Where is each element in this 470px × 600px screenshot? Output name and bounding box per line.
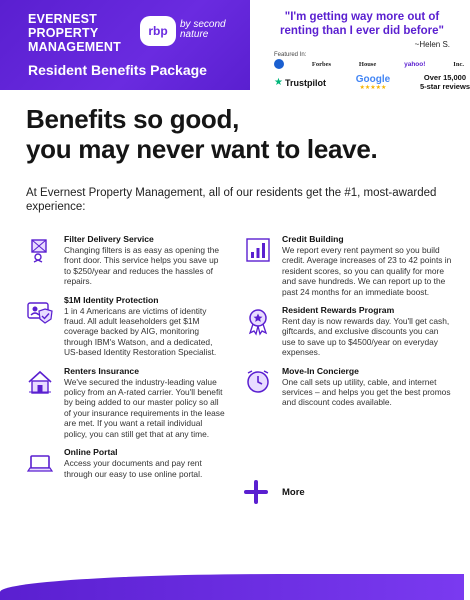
- benefit-title: Resident Rewards Program: [282, 305, 395, 316]
- benefit-body: Rent day is now rewards day. You'll get cash, giftcards, and exclusive discounts you can use to save up to $4500/year on everyday expenses.: [282, 316, 450, 358]
- partner-line: by second: [180, 19, 226, 30]
- benefit-online-portal: [26, 447, 226, 479]
- benefit-filter-delivery: [26, 234, 226, 287]
- star-icon: ★: [274, 77, 283, 88]
- review-count-line: 5-star reviews: [419, 81, 470, 91]
- rating-stars-icon: ★★★★★: [359, 84, 387, 91]
- press-logo: yahoo!: [404, 60, 426, 68]
- review-badges: [274, 74, 470, 91]
- press-logo: Forbes: [311, 60, 332, 68]
- press-logos: [274, 59, 464, 69]
- press-logo: House: [358, 60, 377, 68]
- brand-line: MANAGEMENT: [28, 40, 121, 54]
- benefit-renters-insurance: [26, 366, 226, 439]
- trustpilot-badge: [274, 77, 326, 88]
- benefit-identity-protection: [26, 295, 226, 358]
- benefit-title: Online Portal: [64, 447, 118, 458]
- benefit-move-in-concierge: [244, 366, 454, 408]
- trustpilot-label: Trustpilot: [284, 77, 326, 88]
- headline-line: Benefits so good,: [26, 104, 240, 134]
- brand-panel: [0, 0, 250, 90]
- benefit-body: One call sets up utility, cable, and internet services – and helps you get the best promos and discount codes available.: [282, 376, 451, 408]
- more-benefits: [244, 480, 305, 504]
- headline: [26, 104, 446, 164]
- headline-line: you may never want to leave.: [26, 134, 378, 164]
- package-title: Resident Benefits Package: [28, 62, 207, 78]
- benefit-body: We report every rent payment so you build credit. Average increases of 23 to 42 points in resident scores, so you can qualify for more and save hundreds. We can report up to the past 24 months for an immediate boost.: [282, 245, 452, 297]
- benefit-credit-building: [244, 234, 454, 297]
- more-label: More: [282, 486, 305, 498]
- benefit-body: 1 in 4 Americans are victims of identity fraud. All adult leaseholders get $1M coverage backed by AIG, monitoring through IBM's Watson, and a dedicated, US-based Identity Restoration Specialist.: [64, 305, 217, 358]
- testimonial-panel: [250, 0, 470, 91]
- google-label: Google: [355, 73, 391, 85]
- brand-line: EVERNEST: [28, 12, 97, 26]
- benefit-body: We've secured the industry-leading value policy from an A-rated carrier. You'll benefit by being added to our master policy so all of your insurance requirements in the lease are met. If you want a retail individual policy, you can still get that at any time.: [64, 376, 225, 439]
- second-nature-logo: [180, 20, 240, 40]
- footer-bar: [0, 574, 464, 600]
- brand-name: [28, 12, 138, 54]
- intro-text: At Evernest Property Management, all of our residents get the #1, most-awarded experience:: [26, 187, 437, 213]
- testimonial-quote: "I'm getting way more out of renting than I ever did before": [280, 11, 444, 37]
- review-count-line: Over 15,000: [423, 73, 467, 82]
- brand-line: PROPERTY: [28, 26, 99, 40]
- benefit-title: Credit Building: [282, 234, 344, 244]
- benefits-right-column: [244, 234, 454, 416]
- usa-today-logo-icon: [274, 59, 284, 69]
- concierge-clock-icon: [244, 368, 272, 396]
- featured-label: Featured In:: [274, 52, 307, 58]
- testimonial-author: ~Helen S.: [414, 40, 450, 49]
- partner-line: nature: [180, 29, 209, 40]
- plus-icon: [244, 480, 268, 504]
- google-badge: [356, 75, 390, 91]
- bar-chart-icon: [244, 236, 272, 264]
- benefit-title: $1M Identity Protection: [64, 294, 159, 305]
- benefit-body: Access your documents and pay rent through our easy to use online portal.: [64, 458, 203, 479]
- rbp-logo: [140, 16, 176, 46]
- filter-box-icon: [26, 236, 54, 264]
- identity-shield-icon: [26, 297, 54, 325]
- header: [0, 0, 470, 91]
- award-ribbon-icon: [244, 307, 272, 335]
- press-logo: Inc.: [453, 60, 464, 68]
- benefit-resident-rewards: [244, 305, 454, 358]
- rbp-logo-text: rbp: [148, 24, 168, 38]
- review-count: [420, 74, 470, 91]
- benefits-left-column: [26, 234, 226, 487]
- house-icon: [26, 368, 54, 396]
- benefit-title: Move-In Concierge: [282, 365, 359, 376]
- benefit-body: Changing filters is as easy as opening the front door. This service helps you save up to $250/year and reduces the hassles of repairs.: [64, 245, 220, 287]
- benefit-title: Filter Delivery Service: [64, 234, 154, 244]
- benefit-title: Renters Insurance: [64, 365, 139, 376]
- laptop-icon: [26, 449, 54, 477]
